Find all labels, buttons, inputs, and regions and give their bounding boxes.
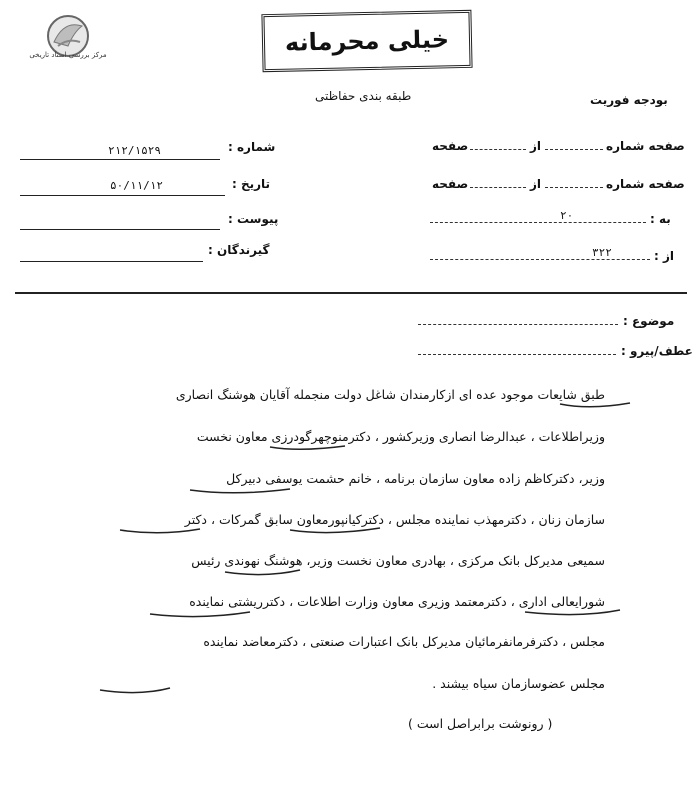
stamp-text: خیلی محرمانه: [284, 25, 450, 57]
logo-caption: مرکز بررسی اسناد تاریخی: [29, 51, 107, 59]
urgency-label: بودجه فوریت: [590, 93, 668, 107]
classification-subtitle: طبقه بندی حفاظتی: [315, 89, 412, 103]
date-label: تاریخ :: [232, 177, 271, 191]
body-line: وزیراطلاعات ، عبدالرضا انصاری وزیرکشور ، دکترمنوچهرگودرزی معاون نخست: [196, 429, 605, 444]
attachment-label: پیوست :: [228, 212, 279, 226]
page-number-label-2: صفحه شماره: [606, 177, 685, 191]
number-label: شماره :: [228, 140, 276, 154]
from-label: از :: [654, 249, 674, 263]
from-value: ۳۲۲: [592, 246, 612, 259]
page-of-label-1: از: [530, 139, 542, 153]
body-line: وزیر، دکترکاظم زاده معاون سازمان برنامه ، خانم حشمت یوسفی دبیرکل: [226, 471, 605, 486]
subject-label: موضوع :: [623, 314, 675, 328]
body-line: مجلس عضوسازمان سیاه بیشند .: [432, 676, 605, 691]
to-value: ۲۰: [560, 209, 574, 222]
body-line: طبق شایعات موجود عده ای ازکارمندان شاغل دولت منجمله آقایان هوشنگ انصاری: [175, 387, 605, 402]
body-line: سمیعی مدیرکل بانک مرکزی ، بهادری معاون نخست وزیر، هوشنگ نهوندی رئیس: [191, 553, 605, 568]
page-of-label-2: از: [530, 177, 542, 191]
date-value: ۵۰/۱۱/۱۲: [110, 179, 163, 192]
reference-label: عطف/پیرو :: [621, 344, 693, 358]
page-word-label-2: صفحه: [432, 177, 469, 191]
closing-note: ( رونوشت برابراصل است ): [408, 716, 553, 731]
body-line: شورایعالی اداری ، دکترمعتمد وزیری معاون وزارت اطلاعات ، دکترریشتی نماینده: [189, 594, 605, 609]
page-word-label-1: صفحه: [432, 139, 469, 153]
to-label: به :: [650, 212, 671, 226]
number-value: ۲۱۲/۱۵۲۹: [108, 144, 161, 157]
body-line: سازمان زنان ، دکترمهذب نماینده مجلس ، دکترکیانپورمعاون سابق گمرکات ، دکتر: [184, 512, 605, 527]
page-number-label-1: صفحه شماره: [606, 139, 685, 153]
body-line: مجلس ، دکترفرمانفرمائیان مدیرکل بانک اعتبارات صنعتی ، دکترمعاضد نماینده: [203, 634, 605, 649]
recipients-label: گیرندگان :: [208, 243, 270, 257]
